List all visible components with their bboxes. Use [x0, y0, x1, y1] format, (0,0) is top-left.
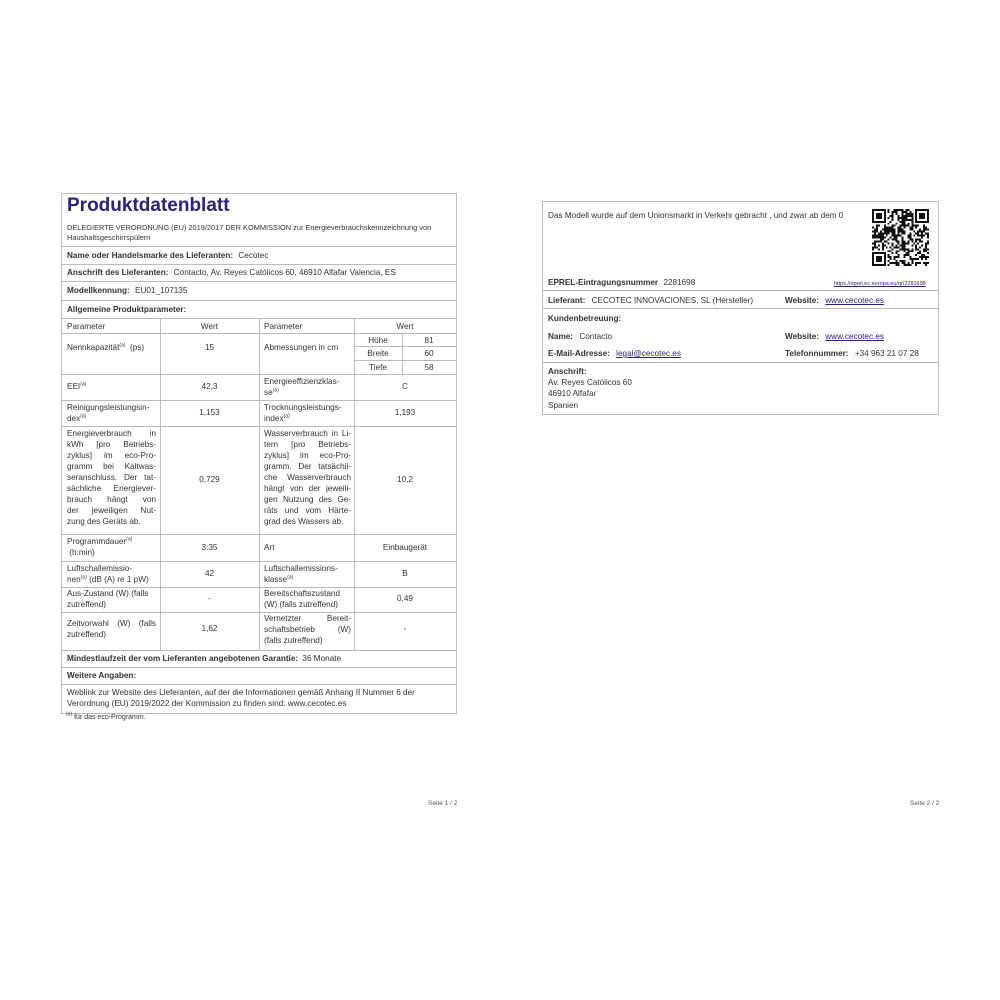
page-number: Seite 1 / 2 [428, 800, 458, 807]
eprel-value: 2281698 [663, 278, 696, 287]
address-label: Anschrift: [548, 367, 587, 376]
website2-row [785, 331, 884, 342]
contact-name-row [548, 331, 612, 342]
program-duration-label: Programmdauer$^{(a)}$ (h:min) [67, 536, 133, 557]
model-value: EU01_107135 [135, 286, 188, 295]
supplier-name-label: Name oder Handelsmarke des Lieferanten: [67, 251, 234, 260]
page-title: Produktdatenblatt [67, 195, 230, 216]
eprel-row [548, 277, 695, 288]
noise-class-value: B [402, 569, 408, 578]
regulation-line: Haushaltsgeschirrspülern [67, 233, 151, 242]
supplier-name-row [67, 250, 268, 261]
depth-value: 58 [424, 363, 434, 372]
model-row [67, 285, 187, 296]
contact-name-label: Name: [548, 332, 574, 341]
customer-service-label: Kundenbetreuung: [548, 314, 622, 323]
energy-consumption-label: Energieverbrauch in kWh [pro Betriebs- zyklus] im eco-Pro- gramm bei Kaltwas- seranschluss. Der tat- sächliche Energiever- brauch hängt von der jeweiligen Nut- zung des Geräts ab. [67, 429, 156, 526]
energy-consumption-value: 0,729 [199, 475, 220, 484]
noise-emission-value: 42 [204, 569, 215, 578]
weblink-text: Weblink zur Website des Lieferanten, auf der die Informationen gemäß Anhang II Nummer 6 der Verordnung (EU) 2019/2022 der Kommission zu finden sind: www.cecotec.es [67, 688, 415, 708]
standby-value: 0,49 [397, 594, 413, 603]
drying-index-label: Trocknungsleistungs- index$^{(a)}$ [264, 403, 342, 423]
regulation-reference [67, 223, 451, 243]
guarantee-row [67, 653, 341, 664]
further-info-label: Weitere Angaben: [67, 671, 137, 680]
email-row [548, 348, 681, 359]
contact-name-value: Contacto [579, 332, 613, 341]
website-row [785, 295, 884, 306]
eei-value: 42,3 [201, 382, 218, 391]
cleaning-index-label: Reinigungsleistungsin- dex$^{(a)}$ [67, 403, 150, 423]
address-line: Spanien [548, 401, 579, 410]
delay-start-label: Zeitvorwahl (W) (falls zutreffend) [67, 619, 156, 639]
page-number: Seite 2 / 2 [910, 800, 940, 807]
supplier-value: CECOTEC INNOVACIONES, SL (Hersteller) [591, 296, 754, 305]
regulation-line: DELEGIERTE VERORDNUNG (EU) 2019/2017 DER KOMMISSION zur Energieverbrauchskennzeichnung von [67, 223, 432, 232]
height-value: 81 [424, 336, 434, 345]
website-link[interactable]: www.cecotec.es [825, 296, 884, 305]
noise-class-label: Luftschallemissions- klasse$^{(a)}$ [264, 564, 338, 584]
eei-label: EEI$^{(a)}$ [67, 381, 87, 391]
general-params-label: Allgemeine Produktparameter: [67, 305, 187, 314]
website2-label: Website: [785, 332, 819, 341]
guarantee-value: 36 Monate [302, 654, 342, 663]
table-header-parameter: Parameter [264, 322, 303, 331]
water-consumption-label: Wasserverbrauch in Li- tern [pro Betriebs- zyklus] im eco-Pro- gramm. Der tatsächli- che Wasserverbrauch hängt von der jeweili- gen Nutzung des Ge- räts und vom Härte- grad des Wassers ab. [264, 429, 351, 526]
phone-value: +34 963 21 07 28 [854, 349, 919, 358]
email-link[interactable]: legal@cecotec.es [616, 349, 681, 358]
off-mode-label: Aus-Zustand (W) (falls zutreffend) [67, 589, 149, 609]
supplier-address-label: Anschrift des Lieferanten: [67, 268, 169, 277]
type-label: Art [264, 543, 275, 552]
type-value: Einbaugerät [382, 543, 428, 552]
table-header-parameter: Parameter [67, 322, 106, 331]
height-label: Höhe [368, 336, 388, 345]
energy-class-label: Energieeffizienzklas- $se^{(a)}$ [264, 377, 340, 397]
capacity-label: Nennkapazität$^{(a)}$ (ps) [67, 342, 145, 352]
supplier-name-value: Cecotec [238, 251, 269, 260]
eprel-link[interactable]: https://eprel.ec.europa.eu/qr/2281698 [834, 281, 926, 287]
table-header-value: Wert [200, 322, 219, 331]
address-line: Av. Reyes Católicos 60 [548, 378, 632, 387]
program-duration-value: 3:35 [201, 543, 218, 552]
table-header-value: Wert [396, 322, 414, 331]
energy-class-value: C [402, 382, 408, 391]
eprel-label: EPREL-Eintragungsnummer [548, 278, 659, 287]
guarantee-label: Mindestlaufzeit der vom Lieferanten angebotenen Garantie: [67, 654, 299, 663]
supplier-address-value: Contacto, Av. Reyes Católicos 60, 46910 Alfafar Valencia, ES [173, 268, 396, 277]
model-label: Modellkennung: [67, 286, 130, 295]
networked-standby-label: Vernetzter Bereit- schaftsbetrieb (W) (falls zutreffend) [264, 614, 351, 645]
product-data-sheet [61, 193, 457, 714]
depth-label: Tiefe [369, 363, 387, 372]
phone-row [785, 348, 919, 359]
networked-standby-value: - [403, 624, 407, 633]
drying-index-value: 1,193 [394, 408, 416, 417]
width-label: Breite [367, 349, 389, 358]
water-consumption-value: 10,2 [397, 475, 413, 484]
noise-emission-label: Luftschallemissio- nen$^{(a)}$ (dB (A) re 1 pW) [67, 564, 149, 584]
email-label: E-Mail-Adresse: [548, 349, 610, 358]
supplier-info-sheet [542, 201, 939, 415]
width-value: 60 [424, 349, 434, 358]
market-intro-text: Das Modell wurde auf dem Unionsmarkt in Verkehr gebracht , und zwar ab dem 0 [548, 211, 844, 220]
dimensions-label: Abmessungen in cm [264, 343, 339, 352]
footnote: $^{(a)}$ für das eco-Programm. [66, 711, 146, 721]
website2-link[interactable]: www.cecotec.es [825, 332, 884, 341]
supplier-label: Lieferant: [548, 296, 586, 305]
address-line: 46910 Alfafar [548, 389, 597, 398]
supplier-address-row [67, 267, 396, 278]
standby-label: Bereitschaftszustand (W) (falls zutreffend) [264, 589, 341, 609]
off-mode-value: - [208, 594, 211, 603]
supplier-row [548, 295, 753, 306]
qr-code-icon[interactable] [872, 209, 929, 266]
delay-start-value: 1,62 [201, 624, 218, 633]
parameter-table [62, 319, 456, 650]
cleaning-index-value: 1,153 [199, 408, 220, 417]
capacity-value: 15 [204, 343, 215, 352]
website-label: Website: [785, 296, 819, 305]
phone-label: Telefonnummer: [785, 349, 849, 358]
